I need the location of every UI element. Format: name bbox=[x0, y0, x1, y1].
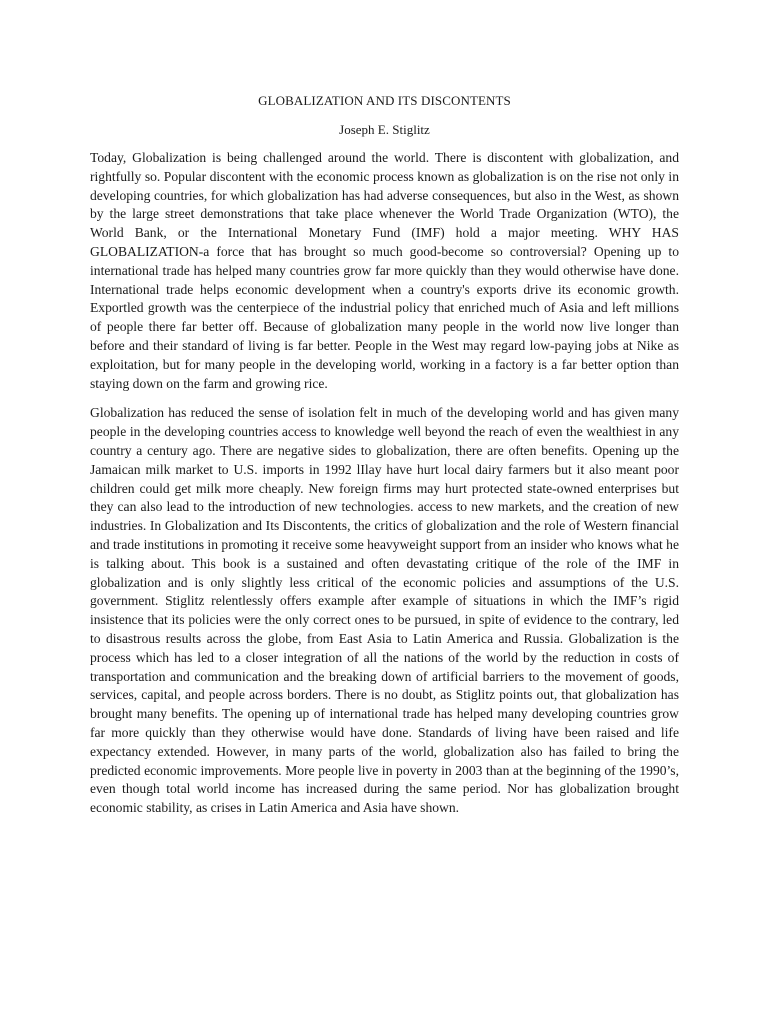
document-page bbox=[90, 92, 679, 829]
document-title: GLOBALIZATION AND ITS DISCONTENTS bbox=[258, 93, 511, 108]
body-paragraph-2: Globalization has reduced the sense of isolation felt in much of the developing world and has given many people in the developing countries access to knowledge well beyond the reach of even the wealthiest in any country a century ago. There are negative sides to globalization, there are often benefits. Opening up the Jamaican milk market to U.S. imports in 1992 lIlay have hurt local dairy farmers but it also meant poor children could get milk more cheaply. New foreign firms may hurt protected state-owned enterprises but they can also lead to the introduction of new technologies. access to new markets, and the creation of new industries. In Globalization and Its Discontents, the critics of globalization and the role of Western financial and trade institutions in promoting it receive some heavyweight support from an insider who knows what he is talking about. This book is a sustained and often devastating critique of the role of the IMF in globalization and is only slightly less critical of the economic policies and assumptions of the U.S. government. Stiglitz relentlessly offers example after example of situations in which the IMF’s rigid insistence that its policies were the only correct ones to be pursued, in spite of evidence to the contrary, led to disastrous results across the globe, from East Asia to Latin America and Russia. Globalization is the process which has led to a closer integration of all the nations of the world by the reduction in costs of transportation and communication and the breaking down of artificial barriers to the movement of goods, services, capital, and people across borders. There is no doubt, as Stiglitz points out, that globalization has brought many benefits. The opening up of international trade has helped many developing countries grow far more quickly than they otherwise would have done. Standards of living have been raised and life expectancy extended. However, in many parts of the world, globalization also has failed to bring the predicted economic improvements. More people live in poverty in 2003 than at the beginning of the 1990’s, even though total world income has increased during the same period. Nor has globalization brought economic stability, as crises in Latin America and Asia have shown. bbox=[90, 405, 679, 816]
body-paragraph-1: Today, Globalization is being challenged around the world. There is discontent with globalization, and rightfully so. Popular discontent with the economic process known as globalization is on the rise not only in developing countries, for which globalization has had adverse consequences, but also in the West, as shown by the large street demonstrations that take place whenever the World Trade Organization (WTO), the World Bank, or the International Monetary Fund (IMF) hold a major meeting. WHY HAS GLOBALIZATION-a force that has brought so much good-become so controversial? Opening up to international trade has helped many countries grow far more quickly than they would otherwise have done. International trade helps economic development when a country's exports drive its economic growth. Exportled growth was the centerpiece of the industrial policy that enriched much of Asia and left millions of people there far better off. Because of globalization many people in the world now live longer than before and their standard of living is far better. People in the West may regard low-paying jobs at Nike as exploitation, but for many people in the developing world, working in a factory is a far better option than staying down on the farm and growing rice. bbox=[90, 150, 679, 391]
document-author: Joseph E. Stiglitz bbox=[339, 122, 430, 137]
